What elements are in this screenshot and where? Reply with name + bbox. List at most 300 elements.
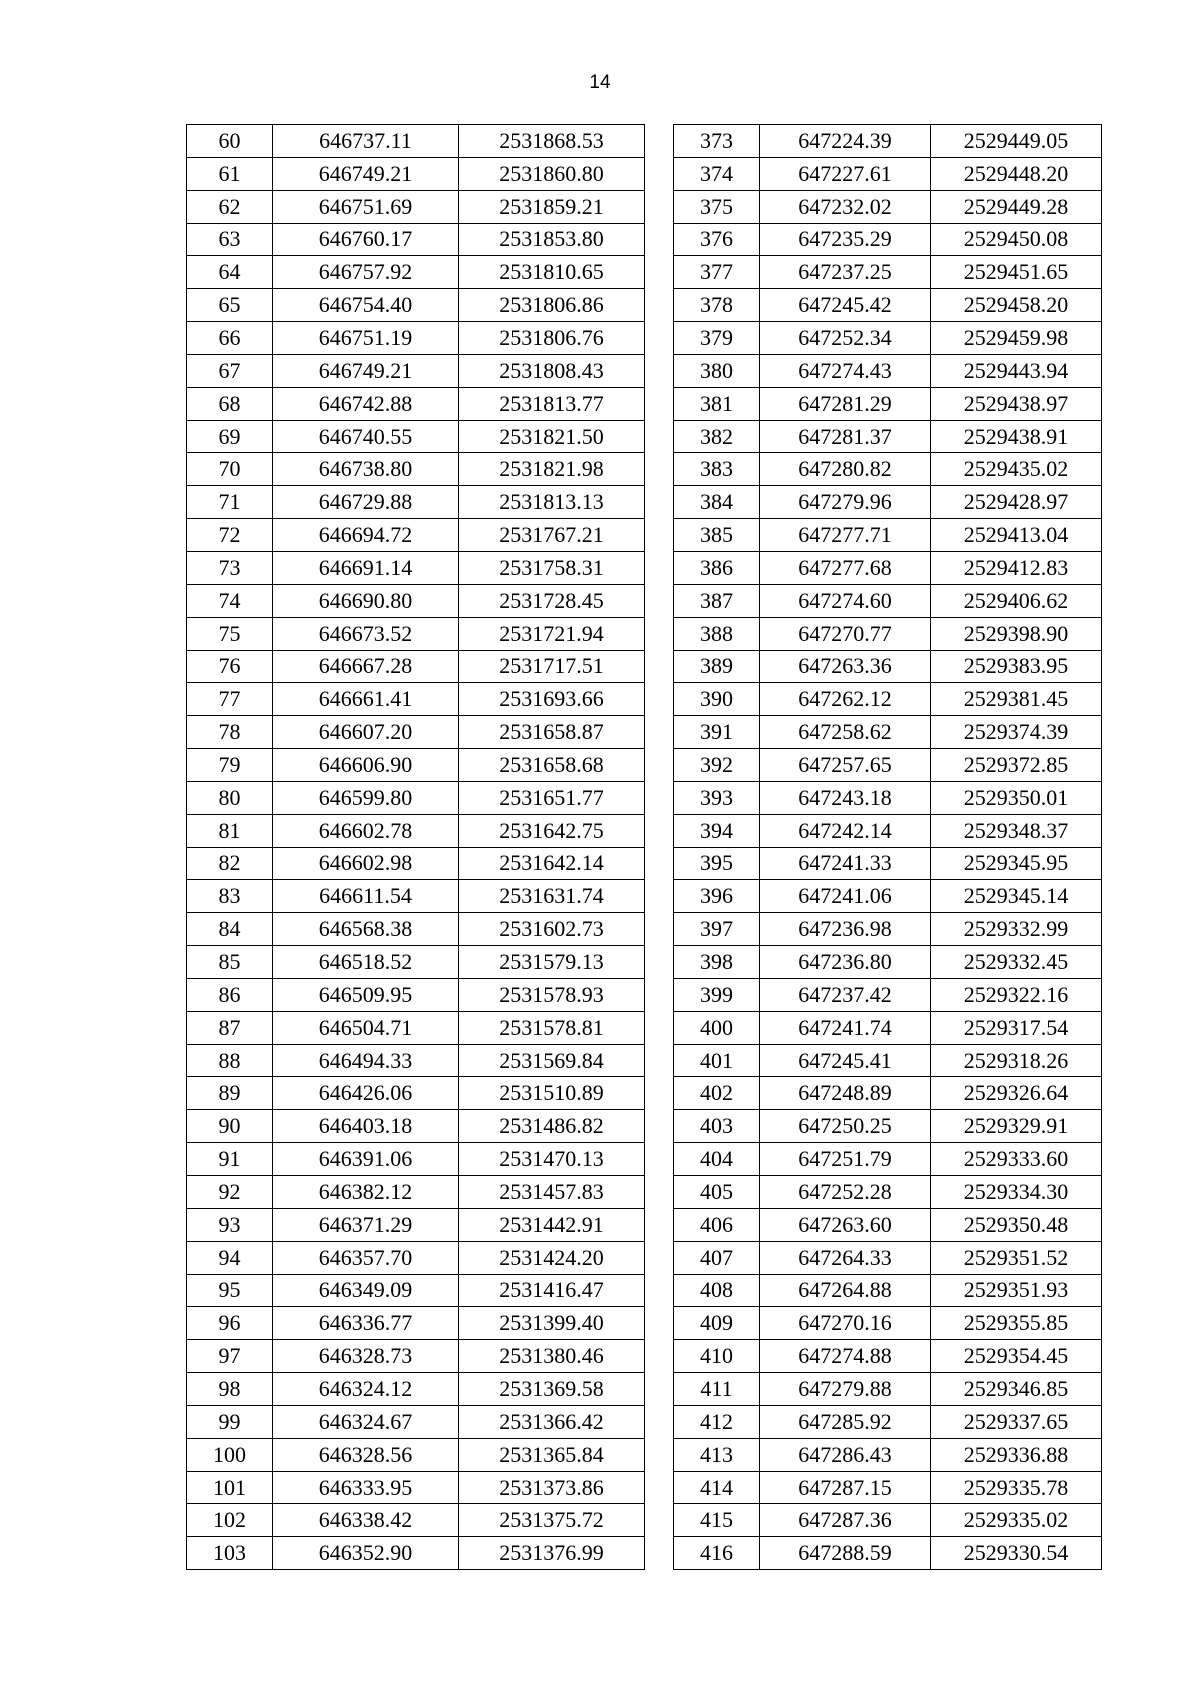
table-row — [674, 978, 1102, 1011]
x-coordinate-cell: 646382.12 — [273, 1176, 459, 1209]
point-number-cell: 83 — [187, 880, 273, 913]
y-coordinate-cell: 2529413.04 — [931, 519, 1102, 552]
point-number-cell: 99 — [187, 1405, 273, 1438]
point-number-cell: 408 — [674, 1274, 760, 1307]
point-number-cell: 383 — [674, 453, 760, 486]
x-coordinate-cell: 647241.06 — [760, 880, 931, 913]
y-coordinate-cell: 2529381.45 — [931, 683, 1102, 716]
table-row — [674, 683, 1102, 716]
point-number-cell: 85 — [187, 946, 273, 979]
table-row — [674, 1504, 1102, 1537]
x-coordinate-cell: 646602.78 — [273, 814, 459, 847]
table-row — [674, 1110, 1102, 1143]
table-row — [674, 1537, 1102, 1570]
table-row — [187, 519, 645, 552]
y-coordinate-cell: 2529332.45 — [931, 946, 1102, 979]
coordinate-table-right — [673, 124, 1102, 1570]
table-row — [187, 1274, 645, 1307]
table-row — [674, 781, 1102, 814]
table-row — [187, 486, 645, 519]
x-coordinate-cell: 647236.80 — [760, 946, 931, 979]
y-coordinate-cell: 2531813.77 — [459, 387, 645, 420]
x-coordinate-cell: 646338.42 — [273, 1504, 459, 1537]
table-row — [187, 847, 645, 880]
point-number-cell: 416 — [674, 1537, 760, 1570]
table-row — [187, 749, 645, 782]
x-coordinate-cell: 647232.02 — [760, 190, 931, 223]
table-row — [674, 289, 1102, 322]
y-coordinate-cell: 2531658.68 — [459, 749, 645, 782]
table-row — [187, 551, 645, 584]
point-number-cell: 415 — [674, 1504, 760, 1537]
point-number-cell: 93 — [187, 1208, 273, 1241]
table-row — [674, 880, 1102, 913]
x-coordinate-cell: 647236.98 — [760, 913, 931, 946]
point-number-cell: 100 — [187, 1438, 273, 1471]
point-number-cell: 409 — [674, 1307, 760, 1340]
y-coordinate-cell: 2529351.93 — [931, 1274, 1102, 1307]
table-row — [187, 683, 645, 716]
point-number-cell: 396 — [674, 880, 760, 913]
y-coordinate-cell: 2529336.88 — [931, 1438, 1102, 1471]
table-row — [674, 1438, 1102, 1471]
point-number-cell: 407 — [674, 1241, 760, 1274]
x-coordinate-cell: 647262.12 — [760, 683, 931, 716]
table-row — [187, 781, 645, 814]
y-coordinate-cell: 2529458.20 — [931, 289, 1102, 322]
point-number-cell: 86 — [187, 978, 273, 1011]
x-coordinate-cell: 646749.21 — [273, 354, 459, 387]
x-coordinate-cell: 646606.90 — [273, 749, 459, 782]
table-row — [187, 322, 645, 355]
y-coordinate-cell: 2529428.97 — [931, 486, 1102, 519]
table-row — [187, 289, 645, 322]
table-row — [187, 814, 645, 847]
point-number-cell: 393 — [674, 781, 760, 814]
x-coordinate-cell: 646760.17 — [273, 223, 459, 256]
table-row — [187, 1373, 645, 1406]
point-number-cell: 392 — [674, 749, 760, 782]
y-coordinate-cell: 2531375.72 — [459, 1504, 645, 1537]
point-number-cell: 64 — [187, 256, 273, 289]
y-coordinate-cell: 2529350.48 — [931, 1208, 1102, 1241]
x-coordinate-cell: 646357.70 — [273, 1241, 459, 1274]
y-coordinate-cell: 2529333.60 — [931, 1143, 1102, 1176]
y-coordinate-cell: 2531868.53 — [459, 125, 645, 158]
x-coordinate-cell: 646336.77 — [273, 1307, 459, 1340]
y-coordinate-cell: 2529346.85 — [931, 1373, 1102, 1406]
x-coordinate-cell: 646518.52 — [273, 946, 459, 979]
x-coordinate-cell: 646494.33 — [273, 1044, 459, 1077]
y-coordinate-cell: 2531416.47 — [459, 1274, 645, 1307]
x-coordinate-cell: 646324.67 — [273, 1405, 459, 1438]
y-coordinate-cell: 2531821.98 — [459, 453, 645, 486]
point-number-cell: 96 — [187, 1307, 273, 1340]
table-row — [674, 387, 1102, 420]
point-number-cell: 76 — [187, 650, 273, 683]
point-number-cell: 78 — [187, 716, 273, 749]
point-number-cell: 91 — [187, 1143, 273, 1176]
point-number-cell: 66 — [187, 322, 273, 355]
x-coordinate-cell: 646371.29 — [273, 1208, 459, 1241]
table-row — [674, 1340, 1102, 1373]
y-coordinate-cell: 2531510.89 — [459, 1077, 645, 1110]
point-number-cell: 398 — [674, 946, 760, 979]
x-coordinate-cell: 647270.16 — [760, 1307, 931, 1340]
point-number-cell: 377 — [674, 256, 760, 289]
y-coordinate-cell: 2529317.54 — [931, 1011, 1102, 1044]
table-row — [674, 1274, 1102, 1307]
point-number-cell: 88 — [187, 1044, 273, 1077]
point-number-cell: 74 — [187, 584, 273, 617]
y-coordinate-cell: 2531399.40 — [459, 1307, 645, 1340]
x-coordinate-cell: 646690.80 — [273, 584, 459, 617]
x-coordinate-cell: 647237.42 — [760, 978, 931, 1011]
table-row — [674, 814, 1102, 847]
table-row — [187, 913, 645, 946]
point-number-cell: 92 — [187, 1176, 273, 1209]
point-number-cell: 379 — [674, 322, 760, 355]
point-number-cell: 390 — [674, 683, 760, 716]
point-number-cell: 382 — [674, 420, 760, 453]
table-row — [674, 1011, 1102, 1044]
table-row — [187, 1241, 645, 1274]
table-row — [187, 190, 645, 223]
x-coordinate-cell: 646328.73 — [273, 1340, 459, 1373]
point-number-cell: 386 — [674, 551, 760, 584]
table-row — [187, 223, 645, 256]
y-coordinate-cell: 2529345.95 — [931, 847, 1102, 880]
table-row — [187, 1307, 645, 1340]
point-number-cell: 84 — [187, 913, 273, 946]
point-number-cell: 80 — [187, 781, 273, 814]
table-row — [187, 1405, 645, 1438]
point-number-cell: 102 — [187, 1504, 273, 1537]
y-coordinate-cell: 2529322.16 — [931, 978, 1102, 1011]
point-number-cell: 69 — [187, 420, 273, 453]
x-coordinate-cell: 646504.71 — [273, 1011, 459, 1044]
x-coordinate-cell: 646757.92 — [273, 256, 459, 289]
point-number-cell: 94 — [187, 1241, 273, 1274]
x-coordinate-cell: 647281.29 — [760, 387, 931, 420]
x-coordinate-cell: 646751.69 — [273, 190, 459, 223]
point-number-cell: 412 — [674, 1405, 760, 1438]
point-number-cell: 400 — [674, 1011, 760, 1044]
y-coordinate-cell: 2529443.94 — [931, 354, 1102, 387]
x-coordinate-cell: 647287.15 — [760, 1471, 931, 1504]
table-row — [187, 453, 645, 486]
table-row — [187, 1143, 645, 1176]
y-coordinate-cell: 2531380.46 — [459, 1340, 645, 1373]
x-coordinate-cell: 647274.88 — [760, 1340, 931, 1373]
point-number-cell: 397 — [674, 913, 760, 946]
table-row — [187, 978, 645, 1011]
table-row — [187, 387, 645, 420]
point-number-cell: 406 — [674, 1208, 760, 1241]
x-coordinate-cell: 647277.71 — [760, 519, 931, 552]
table-row — [187, 1438, 645, 1471]
table-row — [674, 584, 1102, 617]
point-number-cell: 63 — [187, 223, 273, 256]
x-coordinate-cell: 647250.25 — [760, 1110, 931, 1143]
x-coordinate-cell: 646749.21 — [273, 157, 459, 190]
coordinate-table-left — [186, 124, 645, 1570]
y-coordinate-cell: 2531578.81 — [459, 1011, 645, 1044]
y-coordinate-cell: 2531369.58 — [459, 1373, 645, 1406]
point-number-cell: 375 — [674, 190, 760, 223]
point-number-cell: 388 — [674, 617, 760, 650]
point-number-cell: 399 — [674, 978, 760, 1011]
y-coordinate-cell: 2529383.95 — [931, 650, 1102, 683]
table-row — [674, 223, 1102, 256]
y-coordinate-cell: 2531860.80 — [459, 157, 645, 190]
y-coordinate-cell: 2529337.65 — [931, 1405, 1102, 1438]
y-coordinate-cell: 2531457.83 — [459, 1176, 645, 1209]
table-row — [187, 354, 645, 387]
y-coordinate-cell: 2531767.21 — [459, 519, 645, 552]
table-row — [674, 1176, 1102, 1209]
point-number-cell: 73 — [187, 551, 273, 584]
x-coordinate-cell: 647280.82 — [760, 453, 931, 486]
y-coordinate-cell: 2529451.65 — [931, 256, 1102, 289]
y-coordinate-cell: 2529329.91 — [931, 1110, 1102, 1143]
table-row — [187, 125, 645, 158]
table-row — [674, 551, 1102, 584]
x-coordinate-cell: 646611.54 — [273, 880, 459, 913]
table-row — [674, 749, 1102, 782]
y-coordinate-cell: 2529351.52 — [931, 1241, 1102, 1274]
point-number-cell: 70 — [187, 453, 273, 486]
y-coordinate-cell: 2529372.85 — [931, 749, 1102, 782]
y-coordinate-cell: 2531859.21 — [459, 190, 645, 223]
x-coordinate-cell: 647241.74 — [760, 1011, 931, 1044]
x-coordinate-cell: 647252.28 — [760, 1176, 931, 1209]
y-coordinate-cell: 2529459.98 — [931, 322, 1102, 355]
table-row — [187, 617, 645, 650]
y-coordinate-cell: 2529435.02 — [931, 453, 1102, 486]
x-coordinate-cell: 646691.14 — [273, 551, 459, 584]
y-coordinate-cell: 2529355.85 — [931, 1307, 1102, 1340]
y-coordinate-cell: 2531631.74 — [459, 880, 645, 913]
x-coordinate-cell: 647242.14 — [760, 814, 931, 847]
x-coordinate-cell: 646426.06 — [273, 1077, 459, 1110]
point-number-cell: 81 — [187, 814, 273, 847]
x-coordinate-cell: 647287.36 — [760, 1504, 931, 1537]
x-coordinate-cell: 647248.89 — [760, 1077, 931, 1110]
x-coordinate-cell: 647277.68 — [760, 551, 931, 584]
point-number-cell: 385 — [674, 519, 760, 552]
table-row — [674, 125, 1102, 158]
x-coordinate-cell: 647243.18 — [760, 781, 931, 814]
x-coordinate-cell: 647263.36 — [760, 650, 931, 683]
table-row — [674, 847, 1102, 880]
point-number-cell: 71 — [187, 486, 273, 519]
point-number-cell: 381 — [674, 387, 760, 420]
table-row — [187, 1011, 645, 1044]
point-number-cell: 103 — [187, 1537, 273, 1570]
x-coordinate-cell: 647257.65 — [760, 749, 931, 782]
y-coordinate-cell: 2531569.84 — [459, 1044, 645, 1077]
table-row — [187, 650, 645, 683]
coordinate-table-body — [187, 125, 645, 1570]
point-number-cell: 410 — [674, 1340, 760, 1373]
table-row — [674, 519, 1102, 552]
y-coordinate-cell: 2531813.13 — [459, 486, 645, 519]
table-row — [674, 913, 1102, 946]
y-coordinate-cell: 2529449.28 — [931, 190, 1102, 223]
x-coordinate-cell: 647258.62 — [760, 716, 931, 749]
x-coordinate-cell: 646568.38 — [273, 913, 459, 946]
x-coordinate-cell: 646751.19 — [273, 322, 459, 355]
y-coordinate-cell: 2531721.94 — [459, 617, 645, 650]
y-coordinate-cell: 2531642.75 — [459, 814, 645, 847]
point-number-cell: 90 — [187, 1110, 273, 1143]
x-coordinate-cell: 647245.41 — [760, 1044, 931, 1077]
y-coordinate-cell: 2531470.13 — [459, 1143, 645, 1176]
point-number-cell: 413 — [674, 1438, 760, 1471]
point-number-cell: 411 — [674, 1373, 760, 1406]
point-number-cell: 380 — [674, 354, 760, 387]
y-coordinate-cell: 2529450.08 — [931, 223, 1102, 256]
x-coordinate-cell: 646607.20 — [273, 716, 459, 749]
y-coordinate-cell: 2529334.30 — [931, 1176, 1102, 1209]
table-row — [187, 1504, 645, 1537]
x-coordinate-cell: 647274.43 — [760, 354, 931, 387]
table-row — [674, 650, 1102, 683]
coordinate-table-body — [674, 125, 1102, 1570]
y-coordinate-cell: 2531486.82 — [459, 1110, 645, 1143]
table-row — [674, 420, 1102, 453]
table-row — [674, 716, 1102, 749]
x-coordinate-cell: 646667.28 — [273, 650, 459, 683]
y-coordinate-cell: 2529438.97 — [931, 387, 1102, 420]
table-row — [187, 420, 645, 453]
x-coordinate-cell: 647264.33 — [760, 1241, 931, 1274]
x-coordinate-cell: 646673.52 — [273, 617, 459, 650]
point-number-cell: 405 — [674, 1176, 760, 1209]
x-coordinate-cell: 647235.29 — [760, 223, 931, 256]
x-coordinate-cell: 646694.72 — [273, 519, 459, 552]
table-row — [674, 1307, 1102, 1340]
y-coordinate-cell: 2531602.73 — [459, 913, 645, 946]
y-coordinate-cell: 2531579.13 — [459, 946, 645, 979]
table-row — [187, 1537, 645, 1570]
table-row — [674, 190, 1102, 223]
table-row — [674, 1077, 1102, 1110]
y-coordinate-cell: 2531717.51 — [459, 650, 645, 683]
x-coordinate-cell: 647241.33 — [760, 847, 931, 880]
y-coordinate-cell: 2529398.90 — [931, 617, 1102, 650]
point-number-cell: 87 — [187, 1011, 273, 1044]
x-coordinate-cell: 647227.61 — [760, 157, 931, 190]
x-coordinate-cell: 647279.88 — [760, 1373, 931, 1406]
y-coordinate-cell: 2529318.26 — [931, 1044, 1102, 1077]
x-coordinate-cell: 647288.59 — [760, 1537, 931, 1570]
table-row — [187, 584, 645, 617]
table-row — [674, 1044, 1102, 1077]
x-coordinate-cell: 647245.42 — [760, 289, 931, 322]
x-coordinate-cell: 647279.96 — [760, 486, 931, 519]
table-row — [187, 880, 645, 913]
y-coordinate-cell: 2531658.87 — [459, 716, 645, 749]
point-number-cell: 401 — [674, 1044, 760, 1077]
x-coordinate-cell: 646391.06 — [273, 1143, 459, 1176]
table-row — [674, 322, 1102, 355]
table-row — [674, 946, 1102, 979]
point-number-cell: 82 — [187, 847, 273, 880]
table-row — [674, 1373, 1102, 1406]
point-number-cell: 376 — [674, 223, 760, 256]
y-coordinate-cell: 2529332.99 — [931, 913, 1102, 946]
x-coordinate-cell: 646599.80 — [273, 781, 459, 814]
table-row — [187, 1077, 645, 1110]
y-coordinate-cell: 2529330.54 — [931, 1537, 1102, 1570]
table-row — [187, 1208, 645, 1241]
y-coordinate-cell: 2529449.05 — [931, 125, 1102, 158]
x-coordinate-cell: 646333.95 — [273, 1471, 459, 1504]
point-number-cell: 404 — [674, 1143, 760, 1176]
point-number-cell: 389 — [674, 650, 760, 683]
x-coordinate-cell: 646602.98 — [273, 847, 459, 880]
point-number-cell: 67 — [187, 354, 273, 387]
point-number-cell: 98 — [187, 1373, 273, 1406]
y-coordinate-cell: 2529412.83 — [931, 551, 1102, 584]
point-number-cell: 97 — [187, 1340, 273, 1373]
y-coordinate-cell: 2529335.02 — [931, 1504, 1102, 1537]
table-row — [187, 256, 645, 289]
point-number-cell: 65 — [187, 289, 273, 322]
point-number-cell: 68 — [187, 387, 273, 420]
x-coordinate-cell: 646328.56 — [273, 1438, 459, 1471]
y-coordinate-cell: 2531808.43 — [459, 354, 645, 387]
x-coordinate-cell: 647264.88 — [760, 1274, 931, 1307]
y-coordinate-cell: 2529354.45 — [931, 1340, 1102, 1373]
point-number-cell: 60 — [187, 125, 273, 158]
x-coordinate-cell: 646349.09 — [273, 1274, 459, 1307]
table-row — [674, 1241, 1102, 1274]
table-row — [187, 716, 645, 749]
x-coordinate-cell: 646403.18 — [273, 1110, 459, 1143]
point-number-cell: 378 — [674, 289, 760, 322]
point-number-cell: 387 — [674, 584, 760, 617]
y-coordinate-cell: 2531806.76 — [459, 322, 645, 355]
y-coordinate-cell: 2531366.42 — [459, 1405, 645, 1438]
x-coordinate-cell: 646737.11 — [273, 125, 459, 158]
table-row — [674, 1208, 1102, 1241]
x-coordinate-cell: 647285.92 — [760, 1405, 931, 1438]
x-coordinate-cell: 647270.77 — [760, 617, 931, 650]
y-coordinate-cell: 2531758.31 — [459, 551, 645, 584]
x-coordinate-cell: 646738.80 — [273, 453, 459, 486]
y-coordinate-cell: 2531728.45 — [459, 584, 645, 617]
x-coordinate-cell: 646729.88 — [273, 486, 459, 519]
y-coordinate-cell: 2529335.78 — [931, 1471, 1102, 1504]
x-coordinate-cell: 646742.88 — [273, 387, 459, 420]
point-number-cell: 403 — [674, 1110, 760, 1143]
point-number-cell: 414 — [674, 1471, 760, 1504]
table-row — [187, 946, 645, 979]
point-number-cell: 391 — [674, 716, 760, 749]
point-number-cell: 384 — [674, 486, 760, 519]
y-coordinate-cell: 2529350.01 — [931, 781, 1102, 814]
point-number-cell: 77 — [187, 683, 273, 716]
x-coordinate-cell: 647274.60 — [760, 584, 931, 617]
y-coordinate-cell: 2531424.20 — [459, 1241, 645, 1274]
x-coordinate-cell: 646661.41 — [273, 683, 459, 716]
table-row — [187, 1176, 645, 1209]
y-coordinate-cell: 2531578.93 — [459, 978, 645, 1011]
table-row — [187, 1340, 645, 1373]
